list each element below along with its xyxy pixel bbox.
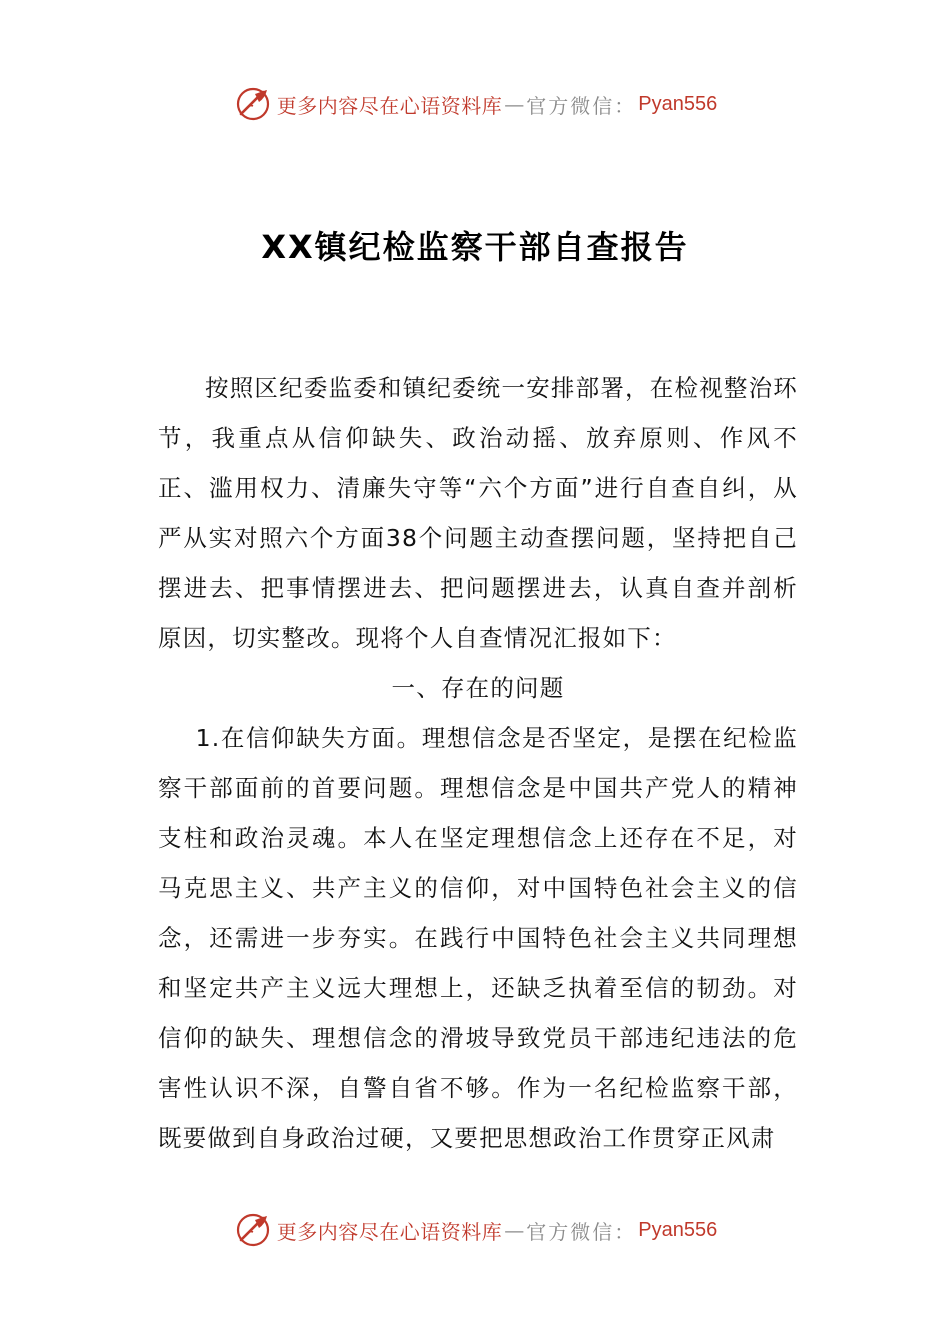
watermark-wechat-id: Pyan556 xyxy=(638,92,718,115)
watermark-site-text: 更多内容尽在心语资料库 xyxy=(276,93,503,118)
watermark-dash: — xyxy=(504,1218,525,1242)
document-body xyxy=(158,363,798,1163)
watermark-wechat-id: Pyan556 xyxy=(638,1218,718,1241)
section-heading: 一、存在的问题 xyxy=(391,674,565,702)
footer-watermark xyxy=(0,1208,950,1252)
watermark-dash: — xyxy=(504,92,525,116)
document-title: XX镇纪检监察干部自查报告 xyxy=(261,228,689,266)
quill-logo-icon xyxy=(233,84,273,124)
watermark-wechat-label: 官方微信： xyxy=(526,93,637,118)
item-1-paragraph: 1.在信仰缺失方面。理想信念是否坚定，是摆在纪检监察干部面前的首要问题。理想信念是中国共产党人的精神支柱和政治灵魂。本人在坚定理想信念上还存在不足，对马克思主义、共产主义的信仰，对中国特色社会主义的信念，还需进一步夯实。在践行中国特色社会主义共同理想和坚定共产主义远大理想上，还缺乏执着至信的韧劲。对信仰的缺失、理想信念的滑坡导致党员干部违纪违法的危害性认识不深，自警自省不够。作为一名纪检监察干部，既要做到自身政治过硬，又要把思想政治工作贯穿正风肃 xyxy=(158,724,798,1152)
header-watermark xyxy=(0,82,950,126)
watermark-wechat-label: 官方微信： xyxy=(526,1219,637,1244)
quill-logo-icon xyxy=(233,1210,273,1250)
watermark-site-text: 更多内容尽在心语资料库 xyxy=(276,1219,503,1244)
intro-paragraph: 按照区纪委监委和镇纪委统一安排部署，在检视整治环节，我重点从信仰缺失、政治动摇、放弃原则、作风不正、滥用权力、清廉失守等“六个方面”进行自查自纠，从严从实对照六个方面38个问题主动查摆问题，坚持把自己摆进去、把事情摆进去、把问题摆进去，认真自查并剖析原因，切实整改。现将个人自查情况汇报如下： xyxy=(158,374,798,652)
